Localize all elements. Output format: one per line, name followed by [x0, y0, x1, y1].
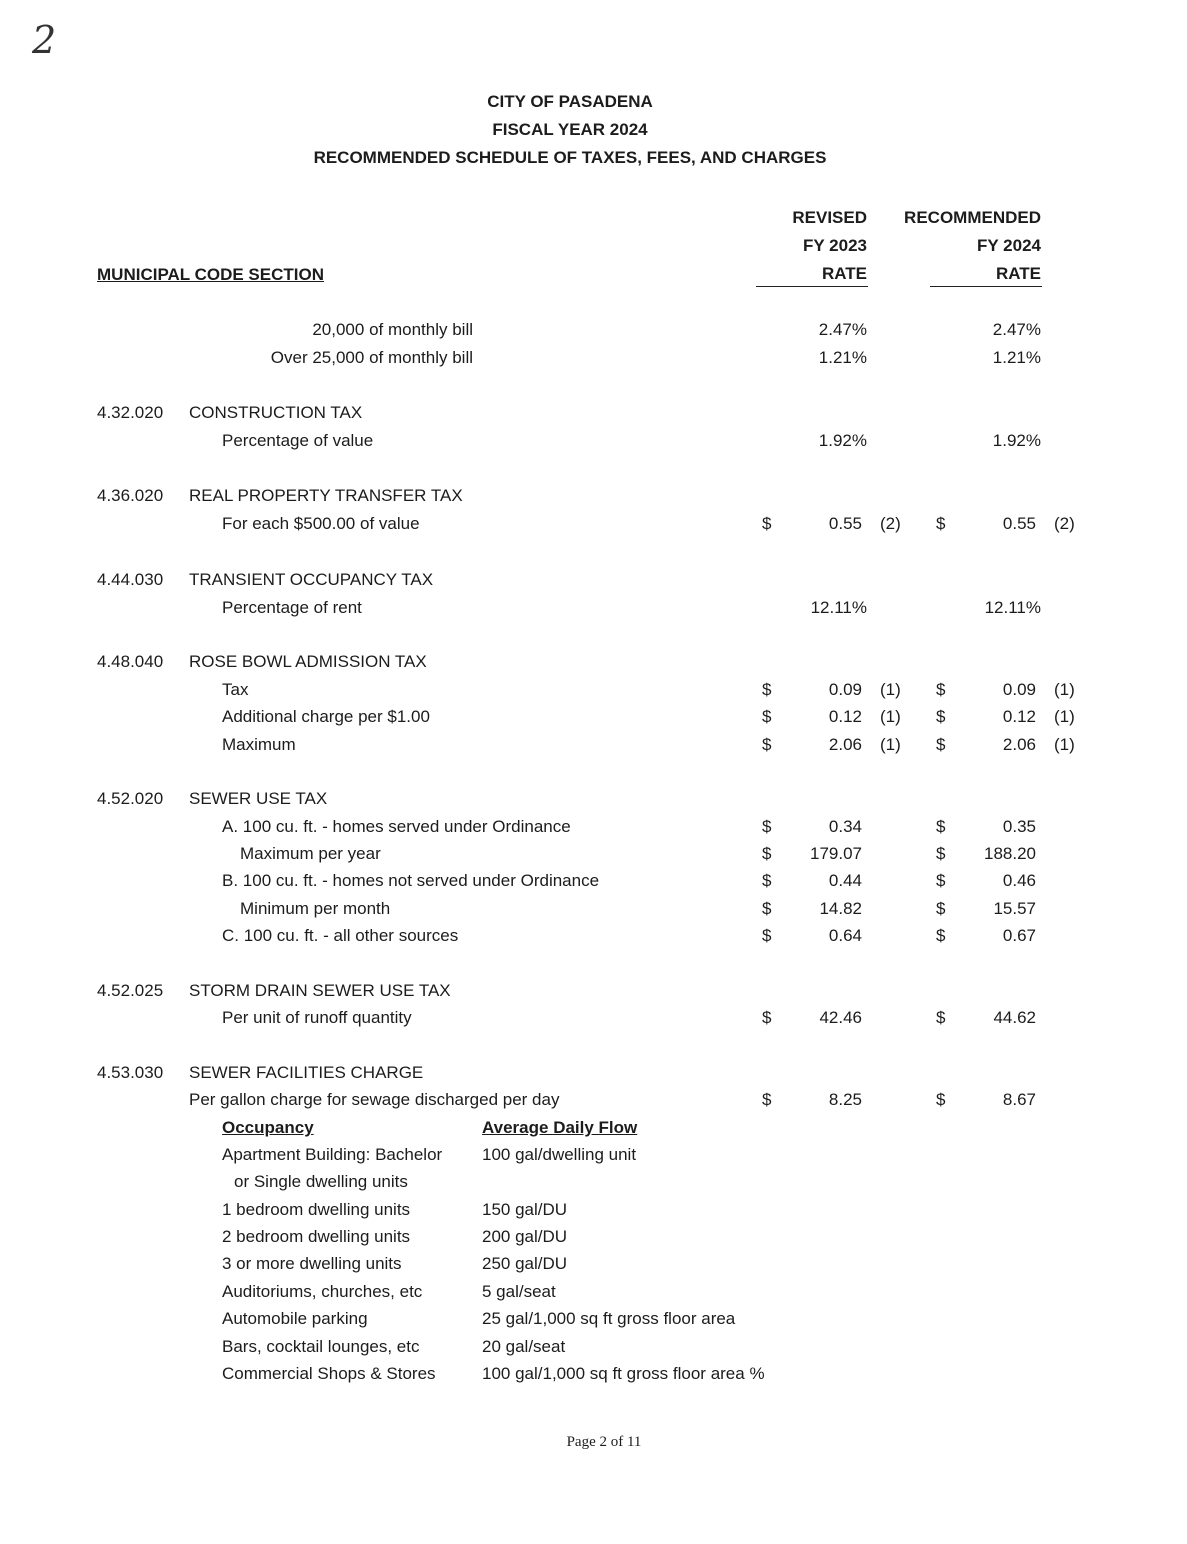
rose-bowl-currency: $ [762, 680, 772, 699]
doc-title-schedule: RECOMMENDED SCHEDULE OF TAXES, FEES, AND CHARGES [313, 148, 827, 167]
real-property-fy2024: 0.55 [1002, 514, 1036, 533]
sewer-use-fy2023: 179.07 [810, 844, 862, 863]
doc-title-city: CITY OF PASADENA [487, 92, 653, 111]
sewer-use-code: 4.52.020 [97, 789, 164, 808]
sewer-facilities-label: Per gallon charge for sewage discharged per day [189, 1090, 560, 1109]
sewer-use-fy2023: 0.34 [828, 817, 862, 836]
occupancy-flow: 250 gal/DU [482, 1254, 568, 1273]
rose-bowl-currency: $ [762, 707, 772, 726]
occupancy-flow: 5 gal/seat [482, 1282, 556, 1301]
sewer-use-fy2023: 14.82 [819, 899, 862, 918]
continued-row-fy2023: 1.21% [818, 348, 867, 367]
occupancy-type: Commercial Shops & Stores [222, 1364, 436, 1383]
col2-header-rule [930, 286, 1042, 287]
col1-header-line2: FY 2023 [803, 236, 867, 255]
occupancy-flow: 100 gal/1,000 sq ft gross floor area % [482, 1364, 765, 1383]
sewer-use-fy2024: 0.35 [1002, 817, 1036, 836]
rose-bowl-note: (1) [880, 707, 901, 726]
sewer-use-fy2024: 0.46 [1002, 871, 1036, 890]
sewer-facilities-code: 4.53.030 [97, 1063, 164, 1082]
rose-bowl-currency: $ [936, 680, 946, 699]
storm-drain-currency: $ [936, 1008, 946, 1027]
occupancy-flow: 100 gal/dwelling unit [482, 1145, 637, 1164]
occupancy-flow: 150 gal/DU [482, 1200, 568, 1219]
continued-row-fy2023: 2.47% [818, 320, 867, 339]
occupancy-type: Apartment Building: Bachelor [222, 1145, 443, 1164]
construction-tax-fy2023: 1.92% [818, 431, 867, 450]
real-property-note: (2) [1054, 514, 1075, 533]
real-property-note: (2) [880, 514, 901, 533]
sewer-use-fy2024: 188.20 [984, 844, 1036, 863]
continued-row-fy2024: 1.21% [992, 348, 1041, 367]
storm-drain-label: Per unit of runoff quantity [222, 1008, 412, 1027]
doc-title-year: FISCAL YEAR 2024 [492, 120, 648, 139]
real-property-code: 4.36.020 [97, 486, 164, 505]
sewer-use-currency: $ [762, 817, 772, 836]
transient-tax-title: TRANSIENT OCCUPANCY TAX [189, 570, 434, 589]
sewer-use-fy2023: 0.64 [828, 926, 862, 945]
transient-tax-code: 4.44.030 [97, 570, 164, 589]
col1-header-line3: RATE [821, 264, 867, 283]
occupancy-type: 2 bedroom dwelling units [222, 1227, 411, 1246]
real-property-currency: $ [762, 514, 772, 533]
occupancy-type: or Single dwelling units [234, 1172, 408, 1191]
transient-tax-label: Percentage of rent [222, 598, 362, 617]
sewer-facilities-fy2024: 8.67 [1002, 1090, 1036, 1109]
col2-header-line2: FY 2024 [977, 236, 1041, 255]
sewer-use-row-label: Minimum per month [240, 899, 391, 918]
rose-bowl-row-label: Tax [222, 680, 249, 699]
real-property-label: For each $500.00 of value [222, 514, 420, 533]
sewer-use-currency: $ [936, 844, 946, 863]
sewer-use-row-label: C. 100 cu. ft. - all other sources [222, 926, 459, 945]
transient-tax-fy2023: 12.11% [810, 598, 867, 617]
rose-bowl-fy2024: 0.09 [1002, 680, 1036, 699]
sewer-use-fy2023: 0.44 [828, 871, 862, 890]
sewer-use-fy2024: 15.57 [993, 899, 1036, 918]
rose-bowl-fy2024: 2.06 [1002, 735, 1036, 754]
rose-bowl-row-label: Additional charge per $1.00 [222, 707, 430, 726]
storm-drain-fy2024: 44.62 [993, 1008, 1036, 1027]
sewer-facilities-currency: $ [936, 1090, 946, 1109]
construction-tax-title: CONSTRUCTION TAX [189, 403, 363, 422]
storm-drain-currency: $ [762, 1008, 772, 1027]
rose-bowl-code: 4.48.040 [97, 652, 164, 671]
storm-drain-fy2023: 42.46 [819, 1008, 862, 1027]
real-property-fy2023: 0.55 [828, 514, 862, 533]
col1-header-line1: REVISED [792, 208, 867, 227]
sewer-use-currency: $ [762, 899, 772, 918]
sewer-use-row-label: A. 100 cu. ft. - homes served under Ordinance [222, 817, 571, 836]
continued-row-fy2024: 2.47% [992, 320, 1041, 339]
rose-bowl-currency: $ [936, 707, 946, 726]
sewer-use-currency: $ [936, 899, 946, 918]
occupancy-flow: 25 gal/1,000 sq ft gross floor area [482, 1309, 736, 1328]
col2-header-line1: RECOMMENDED [904, 208, 1041, 227]
occupancy-type: Bars, cocktail lounges, etc [222, 1337, 420, 1356]
sewer-use-currency: $ [936, 817, 946, 836]
occupancy-type: 3 or more dwelling units [222, 1254, 402, 1273]
section-header: MUNICIPAL CODE SECTION [97, 265, 324, 284]
sewer-facilities-fy2023: 8.25 [828, 1090, 862, 1109]
sewer-use-currency: $ [936, 926, 946, 945]
occupancy-column-header: Occupancy [222, 1118, 314, 1137]
sewer-use-currency: $ [762, 844, 772, 863]
occupancy-type: 1 bedroom dwelling units [222, 1200, 411, 1219]
rose-bowl-fy2024: 0.12 [1002, 707, 1036, 726]
sewer-use-row-label: Maximum per year [240, 844, 381, 863]
sewer-use-fy2024: 0.67 [1002, 926, 1036, 945]
sewer-use-currency: $ [936, 871, 946, 890]
col2-header-line3: RATE [995, 264, 1041, 283]
rose-bowl-fy2023: 0.12 [828, 707, 862, 726]
rose-bowl-currency: $ [936, 735, 946, 754]
col1-header-rule [756, 286, 868, 287]
rose-bowl-note: (1) [880, 680, 901, 699]
sewer-use-row-label: B. 100 cu. ft. - homes not served under Ordinance [222, 871, 600, 890]
construction-tax-code: 4.32.020 [97, 403, 164, 422]
rose-bowl-row-label: Maximum [222, 735, 296, 754]
continued-row-label: 20,000 of monthly bill [312, 320, 473, 339]
rose-bowl-note: (1) [1054, 707, 1075, 726]
real-property-title: REAL PROPERTY TRANSFER TAX [189, 486, 463, 505]
flow-column-header: Average Daily Flow [482, 1118, 638, 1137]
occupancy-flow: 20 gal/seat [482, 1337, 566, 1356]
sewer-use-currency: $ [762, 871, 772, 890]
sewer-use-title: SEWER USE TAX [189, 789, 328, 808]
storm-drain-title: STORM DRAIN SEWER USE TAX [189, 981, 451, 1000]
occupancy-flow: 200 gal/DU [482, 1227, 568, 1246]
handwritten-page-mark: 2 [32, 18, 57, 62]
sewer-facilities-title: SEWER FACILITIES CHARGE [189, 1063, 424, 1082]
construction-tax-label: Percentage of value [222, 431, 374, 450]
rose-bowl-fy2023: 2.06 [828, 735, 862, 754]
real-property-currency: $ [936, 514, 946, 533]
occupancy-type: Automobile parking [222, 1309, 368, 1328]
sewer-use-currency: $ [762, 926, 772, 945]
construction-tax-fy2024: 1.92% [992, 431, 1041, 450]
rose-bowl-title: ROSE BOWL ADMISSION TAX [189, 652, 427, 671]
transient-tax-fy2024: 12.11% [984, 598, 1041, 617]
rose-bowl-note: (1) [1054, 735, 1075, 754]
rose-bowl-currency: $ [762, 735, 772, 754]
sewer-facilities-currency: $ [762, 1090, 772, 1109]
rose-bowl-fy2023: 0.09 [828, 680, 862, 699]
storm-drain-code: 4.52.025 [97, 981, 164, 1000]
rose-bowl-note: (1) [880, 735, 901, 754]
page-number: Page 2 of 11 [566, 1434, 642, 1450]
occupancy-type: Auditoriums, churches, etc [222, 1282, 423, 1301]
rose-bowl-note: (1) [1054, 680, 1075, 699]
continued-row-label: Over 25,000 of monthly bill [270, 348, 473, 367]
